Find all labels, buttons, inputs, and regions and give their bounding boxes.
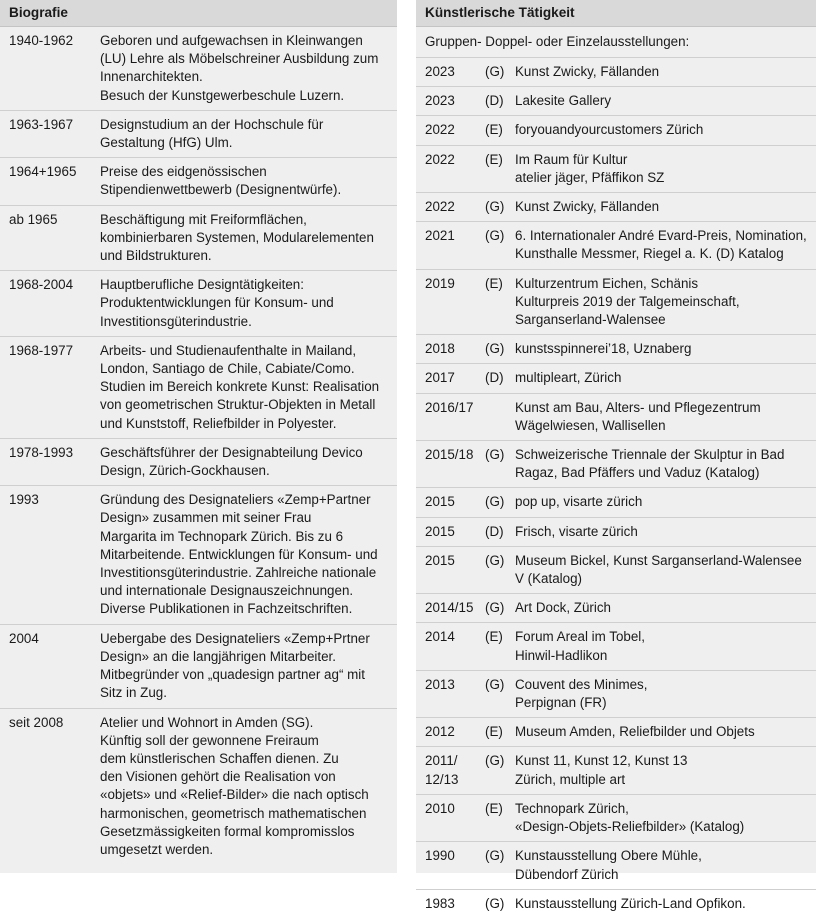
biography-line: umgesetzt werden.: [100, 841, 214, 857]
exhibition-type: (E): [485, 724, 503, 740]
exhibition-text: [515, 446, 810, 482]
biography-line: Diverse Publikationen in Fachzeitschriften.: [100, 601, 353, 617]
exhibition-entry: [416, 671, 816, 718]
exhibition-line: Kulturzentrum Eichen, Schänis: [515, 275, 699, 291]
biography-line: Produktentwicklungen für Konsum- und: [100, 295, 334, 311]
exhibition-year: 2014: [425, 629, 455, 645]
exhibition-entry: [416, 394, 816, 441]
biography-line: Designstudium an der Hochschule für: [100, 116, 324, 132]
exhibition-year: 2013: [425, 676, 455, 692]
exhibition-entry: [416, 842, 816, 889]
exhibition-text: [515, 552, 810, 588]
exhibition-text: [515, 369, 810, 387]
activity-column: [416, 0, 816, 911]
exhibition-text: [515, 723, 810, 741]
exhibition-year: 2022: [425, 122, 455, 138]
biography-line: und Bildstrukturen.: [100, 248, 212, 264]
exhibition-line: Museum Amden, Reliefbilder und Objets: [515, 724, 755, 740]
exhibition-type: (G): [485, 676, 505, 692]
exhibition-line: Couvent des Minimes,: [515, 676, 648, 692]
biography-line: (LU) Lehre als Möbelschreiner Ausbildung zum: [100, 51, 379, 67]
exhibition-type: (G): [485, 848, 505, 864]
exhibition-line: Kunst am Bau, Alters- und Pflegezentrum: [515, 399, 761, 415]
biography-text: [100, 491, 391, 618]
biography-title: Biografie: [0, 0, 397, 27]
biography-entry: [0, 439, 397, 486]
exhibition-line: V (Katalog): [515, 571, 582, 587]
biography-line: Atelier und Wohnort in Amden (SG).: [100, 714, 314, 730]
exhibition-year: 2010: [425, 800, 455, 816]
biography-entry: [0, 271, 397, 337]
exhibition-type: (G): [485, 552, 505, 568]
biography-line: dem künstlerischen Schaffen dienen. Zu: [100, 750, 339, 766]
exhibition-type: (D): [485, 523, 504, 539]
exhibition-entry: [416, 795, 816, 842]
exhibition-text: [515, 198, 810, 216]
biography-line: London, Santiago de Chile, Cabiate/Como.: [100, 361, 355, 377]
biography-line: Sitz in Zug.: [100, 685, 167, 701]
biography-year: 1993: [9, 492, 39, 508]
exhibition-entry: [416, 222, 816, 269]
biography-text: [100, 276, 391, 331]
biography-text: [100, 163, 391, 199]
exhibition-entry: [416, 747, 816, 794]
biography-line: Künftig soll der gewonnene Freiraum: [100, 732, 319, 748]
biography-line: Hauptberufliche Designtätigkeiten:: [100, 277, 304, 293]
biography-line: Arbeits- und Studienaufenthalte in Mailand,: [100, 342, 357, 358]
biography-line: Gestaltung (HfG) Ulm.: [100, 135, 233, 151]
biography-line: Beschäftigung mit Freiformflächen,: [100, 211, 307, 227]
biography-line: Studien im Bereich konkrete Kunst: Realisation: [100, 379, 380, 395]
exhibition-text: [515, 628, 810, 664]
exhibition-text: [515, 847, 810, 883]
activity-intro: Gruppen- Doppel- oder Einzelausstellungen:: [416, 27, 816, 58]
exhibition-entry: [416, 547, 816, 594]
biography-line: Preise des eidgenössischen: [100, 164, 267, 180]
exhibition-entry: [416, 623, 816, 670]
biography-text: [100, 32, 391, 105]
biography-text: [100, 630, 391, 703]
exhibition-text: [515, 151, 810, 187]
exhibition-text: [515, 92, 810, 110]
biography-line: Investitionsgüterindustrie. Zahlreiche nationale: [100, 565, 377, 581]
exhibition-year: 2012: [425, 724, 455, 740]
biography-entry: [0, 625, 397, 709]
exhibition-year: 2018: [425, 341, 455, 357]
biography-entry: [0, 337, 397, 439]
exhibition-text: [515, 227, 810, 263]
biography-line: Margarita im Technopark Zürich. Bis zu 6: [100, 528, 344, 544]
exhibition-text: [515, 121, 810, 139]
biography-year: 1963-1967: [9, 116, 74, 132]
biography-text: [100, 342, 391, 433]
exhibition-line: Im Raum für Kultur: [515, 151, 628, 167]
biography-column: [0, 0, 397, 873]
exhibition-line: Lakesite Gallery: [515, 93, 612, 109]
biography-line: Design, Zürich-Gockhausen.: [100, 463, 270, 479]
exhibition-line: Museum Bickel, Kunst Sarganserland-Walensee: [515, 552, 802, 568]
biography-year: seit 2008: [9, 714, 64, 730]
biography-line: Design» zusammen mit seiner Frau: [100, 510, 312, 526]
exhibition-line: foryouandyourcustomers Zürich: [515, 122, 704, 138]
exhibition-entry: [416, 441, 816, 488]
exhibition-year: 2022: [425, 151, 455, 167]
exhibition-line: Zürich, multiple art: [515, 771, 626, 787]
exhibition-line: Kunsthalle Messmer, Riegel a. K. (D) Katalog: [515, 246, 784, 262]
activity-title: Künstlerische Tätigkeit: [416, 0, 816, 27]
exhibition-type: (E): [485, 629, 503, 645]
biography-line: Innenarchitekten.: [100, 69, 203, 85]
exhibition-line: Technopark Zürich,: [515, 800, 629, 816]
biography-line: «objets» und «Relief-Bilder» die nach optisch: [100, 787, 369, 803]
exhibition-type: (G): [485, 64, 505, 79]
exhibition-line: Kunst 11, Kunst 12, Kunst 13: [515, 753, 688, 769]
biography-entry: [0, 158, 397, 205]
exhibition-line: Forum Areal im Tobel,: [515, 629, 645, 645]
exhibition-line: atelier jäger, Pfäffikon SZ: [515, 169, 665, 185]
exhibition-line: kunstsspinnerei’18, Uznaberg: [515, 341, 692, 357]
exhibition-type: (E): [485, 122, 503, 138]
exhibition-text: [515, 676, 810, 712]
exhibition-line: Kunstausstellung Zürich-Land Opfikon.: [515, 895, 746, 911]
biography-entry: [0, 486, 397, 624]
exhibition-year: 2015: [425, 494, 455, 510]
biography-line: kombinierbaren Systemen, Modularelementen: [100, 229, 374, 245]
biography-line: und Kunststoff, Reliefbilder in Polyester.: [100, 415, 337, 431]
biography-year: 1978-1993: [9, 444, 74, 460]
exhibition-text: [515, 800, 810, 836]
exhibition-type: (G): [485, 228, 505, 244]
exhibition-line: pop up, visarte zürich: [515, 494, 643, 510]
exhibition-entry: [416, 890, 816, 918]
biography-line: Stipendienwettbewerb (Designentwürfe).: [100, 182, 342, 198]
exhibition-line: Kunst Zwicky, Fällanden: [515, 64, 660, 79]
exhibition-type: (D): [485, 370, 504, 386]
exhibition-type: (E): [485, 800, 503, 816]
exhibition-type: (G): [485, 494, 505, 510]
biography-line: Mitbegründer von „quadesign partner ag“ mit: [100, 667, 365, 683]
biography-entry: [0, 111, 397, 158]
exhibition-year: 2015: [425, 552, 455, 568]
exhibition-line: Schweizerische Triennale der Skulptur in Bad: [515, 447, 785, 463]
biography-line: Design» an die langjährigen Mitarbeiter.: [100, 648, 336, 664]
biography-entry: [0, 27, 397, 111]
exhibition-year: 2015/18: [425, 447, 474, 463]
biography-year: 2004: [9, 630, 39, 646]
biography-entry: [0, 709, 397, 865]
exhibition-entry: [416, 58, 816, 87]
biography-entry: [0, 206, 397, 272]
exhibition-year: 2016/17: [425, 399, 474, 415]
biography-year: 1964+1965: [9, 164, 77, 180]
biography-line: und internationale Designauszeichnungen.: [100, 583, 354, 599]
exhibition-line: Kulturpreis 2019 der Talgemeinschaft,: [515, 293, 740, 309]
biography-line: Uebergabe des Designateliers «Zemp+Prtner: [100, 630, 370, 646]
exhibition-entry: [416, 146, 816, 193]
exhibition-year: 2011/ 12/13: [425, 753, 459, 787]
exhibition-entry: [416, 488, 816, 517]
exhibition-type: (G): [485, 895, 505, 911]
exhibition-year: 2019: [425, 275, 455, 291]
biography-line: harmonischen, geometrisch mathematischen: [100, 805, 367, 821]
exhibition-entry: [416, 518, 816, 547]
exhibition-line: Wägelwiesen, Wallisellen: [515, 417, 666, 433]
biography-line: Investitionsgüterindustrie.: [100, 313, 252, 329]
exhibition-line: multipleart, Zürich: [515, 370, 622, 386]
exhibition-line: 6. Internationaler André Evard-Preis, Nomination,: [515, 228, 807, 244]
exhibition-entry: [416, 718, 816, 747]
exhibition-year: 1983: [425, 895, 455, 911]
exhibition-year: 2022: [425, 199, 455, 215]
exhibition-text: [515, 340, 810, 358]
exhibition-line: Frisch, visarte zürich: [515, 523, 638, 539]
exhibition-entry: [416, 270, 816, 336]
biography-text: [100, 211, 391, 266]
exhibition-text: [515, 895, 810, 913]
exhibition-text: [515, 599, 810, 617]
exhibition-entry: [416, 116, 816, 145]
exhibition-text: [515, 63, 810, 81]
biography-line: Gründung des Designateliers «Zemp+Partner: [100, 492, 371, 508]
biography-line: Mitarbeitende. Entwicklungen für Konsum- und: [100, 546, 378, 562]
exhibition-line: Hinwil-Hadlikon: [515, 647, 608, 663]
exhibition-line: Perpignan (FR): [515, 695, 607, 711]
biography-text: [100, 714, 391, 860]
exhibition-year: 2014/15: [425, 600, 474, 616]
exhibition-type: (E): [485, 275, 503, 291]
exhibition-year: 2023: [425, 64, 455, 79]
exhibition-type: (G): [485, 199, 505, 215]
exhibition-type: (G): [485, 447, 505, 463]
biography-line: Geschäftsführer der Designabteilung Devico: [100, 444, 363, 460]
exhibition-type: (G): [485, 753, 505, 769]
exhibition-text: [515, 493, 810, 511]
biography-year: 1968-1977: [9, 342, 74, 358]
exhibition-line: Kunstausstellung Obere Mühle,: [515, 848, 702, 864]
exhibition-line: Ragaz, Bad Pfäffers und Vaduz (Katalog): [515, 465, 760, 481]
exhibition-year: 2017: [425, 370, 455, 386]
exhibition-line: Dübendorf Zürich: [515, 866, 619, 882]
exhibition-text: [515, 752, 810, 788]
biography-year: 1940-1962: [9, 33, 74, 48]
exhibition-line: «Design-Objets-Reliefbilder» (Katalog): [515, 819, 745, 835]
exhibition-entry: [416, 87, 816, 116]
exhibition-entry: [416, 335, 816, 364]
biography-line: Geboren und aufgewachsen in Kleinwangen: [100, 33, 363, 48]
biography-text: [100, 444, 391, 480]
exhibition-list: [416, 58, 816, 918]
exhibition-text: [515, 523, 810, 541]
exhibition-type: (E): [485, 151, 503, 167]
exhibition-year: 1990: [425, 848, 455, 864]
biography-year: ab 1965: [9, 211, 58, 227]
biography-line: den Visionen gehört die Realisation von: [100, 769, 336, 785]
exhibition-entry: [416, 193, 816, 222]
exhibition-text: [515, 275, 810, 330]
exhibition-year: 2015: [425, 523, 455, 539]
exhibition-type: [485, 399, 515, 435]
biography-line: Gesetzmässigkeiten formal kompromisslos: [100, 823, 355, 839]
exhibition-year: 2021: [425, 228, 455, 244]
exhibition-line: Art Dock, Zürich: [515, 600, 611, 616]
exhibition-type: (G): [485, 341, 505, 357]
exhibition-type: (D): [485, 93, 504, 109]
exhibition-text: [515, 399, 810, 435]
biography-year: 1968-2004: [9, 277, 74, 293]
biography-line: Besuch der Kunstgewerbeschule Luzern.: [100, 87, 345, 103]
biography-text: [100, 116, 391, 152]
biography-line: von geometrischen Struktur-Objekten in Metall: [100, 397, 376, 413]
exhibition-type: (G): [485, 600, 505, 616]
biography-list: [0, 27, 397, 864]
exhibition-year: 2023: [425, 93, 455, 109]
exhibition-line: Kunst Zwicky, Fällanden: [515, 199, 660, 215]
exhibition-line: Sarganserland-Walensee: [515, 312, 666, 328]
exhibition-entry: [416, 364, 816, 393]
exhibition-entry: [416, 594, 816, 623]
